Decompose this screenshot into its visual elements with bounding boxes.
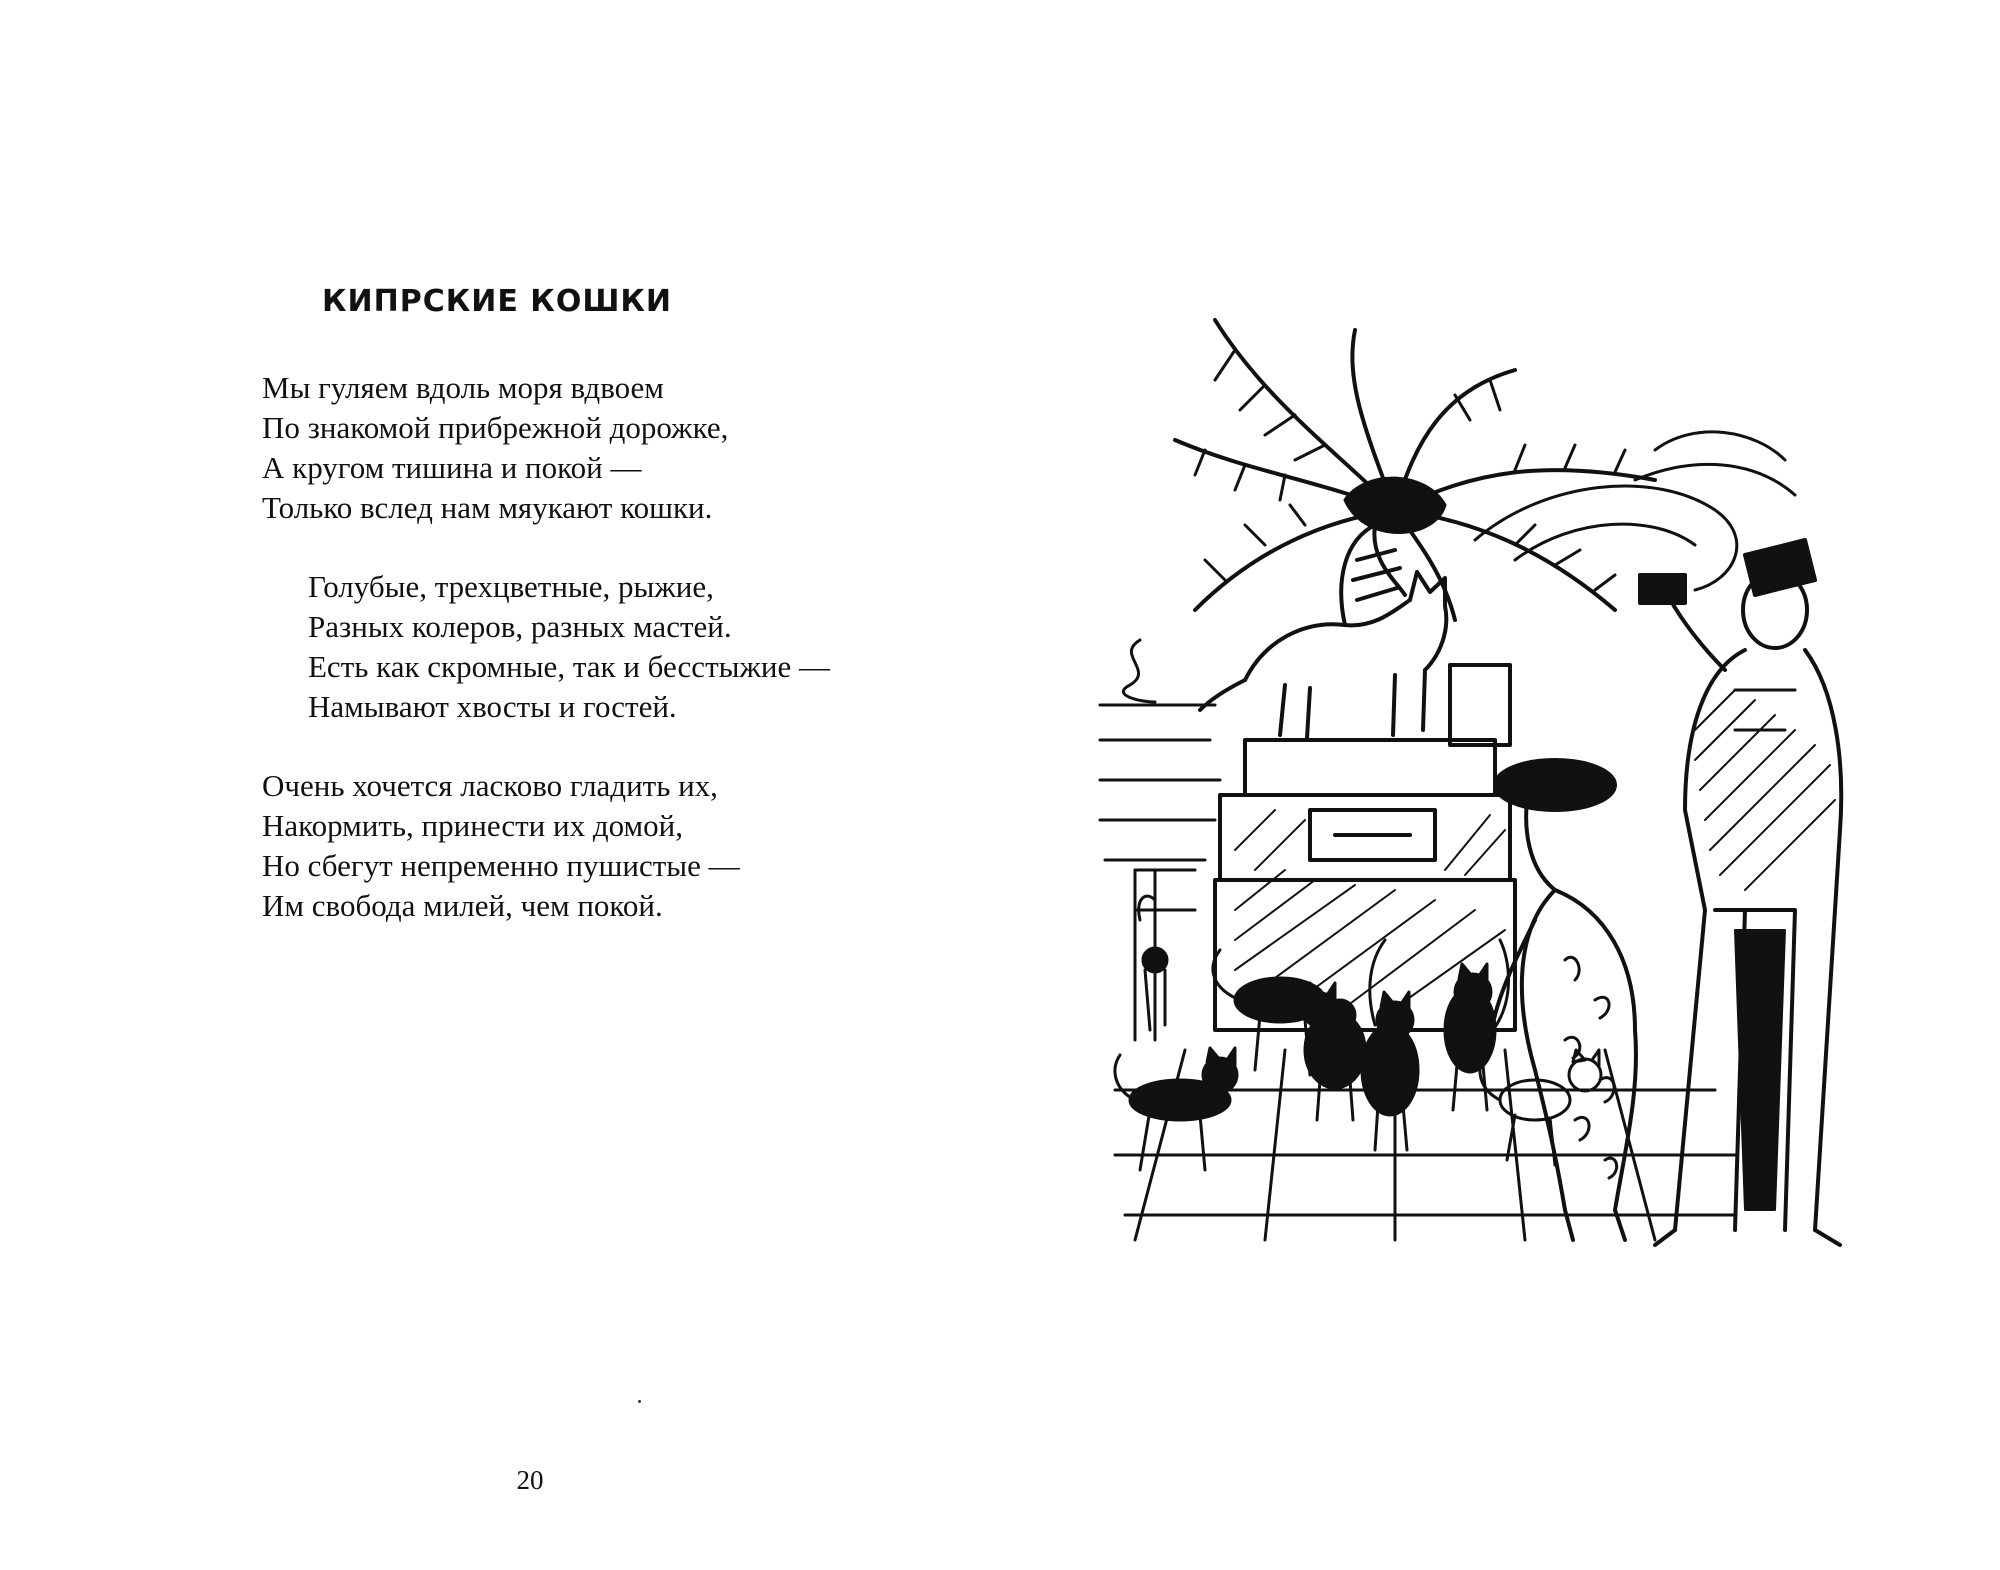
poem-line: Очень хочется ласково гладить их, xyxy=(262,768,718,803)
poem-stanza-3 xyxy=(262,766,740,926)
ink-illustration xyxy=(1095,310,1905,1250)
print-speck xyxy=(638,1400,641,1403)
poem-line: Голубые, трехцветные, рыжие, xyxy=(308,569,714,604)
poem-stanza-2 xyxy=(308,567,830,727)
illustration-svg xyxy=(1095,310,1905,1250)
poem-line: По знакомой прибрежной дорожке, xyxy=(262,410,729,445)
poem-line: Мы гуляем вдоль моря вдвоем xyxy=(262,370,664,405)
poem-line: Только вслед нам мяукают кошки. xyxy=(262,490,713,525)
poem-line: Им свобода милей, чем покой. xyxy=(262,888,663,923)
poem-line: Накормить, принести их домой, xyxy=(262,808,683,843)
poem-line: Есть как скромные, так и бесстыжие — xyxy=(308,649,830,684)
page-number: 20 xyxy=(516,1465,544,1495)
man-figure xyxy=(1640,540,1841,1245)
poem-stanza-1 xyxy=(262,368,728,528)
poem-line: Но сбегут непременно пушистые — xyxy=(262,848,740,883)
man-trousers-shading xyxy=(1735,930,1785,1210)
palm-crown xyxy=(1345,478,1445,532)
winged-cat-statue xyxy=(1200,525,1446,738)
poem-title: КИПРСКИЕ КОШКИ xyxy=(321,284,673,319)
poem-line: Намывают хвосты и гостей. xyxy=(308,689,677,724)
man-jacket-hatching xyxy=(1695,690,1835,890)
poem-line: А кругом тишина и покой — xyxy=(262,450,642,485)
poem-line: Разных колеров, разных мастей. xyxy=(308,609,732,644)
